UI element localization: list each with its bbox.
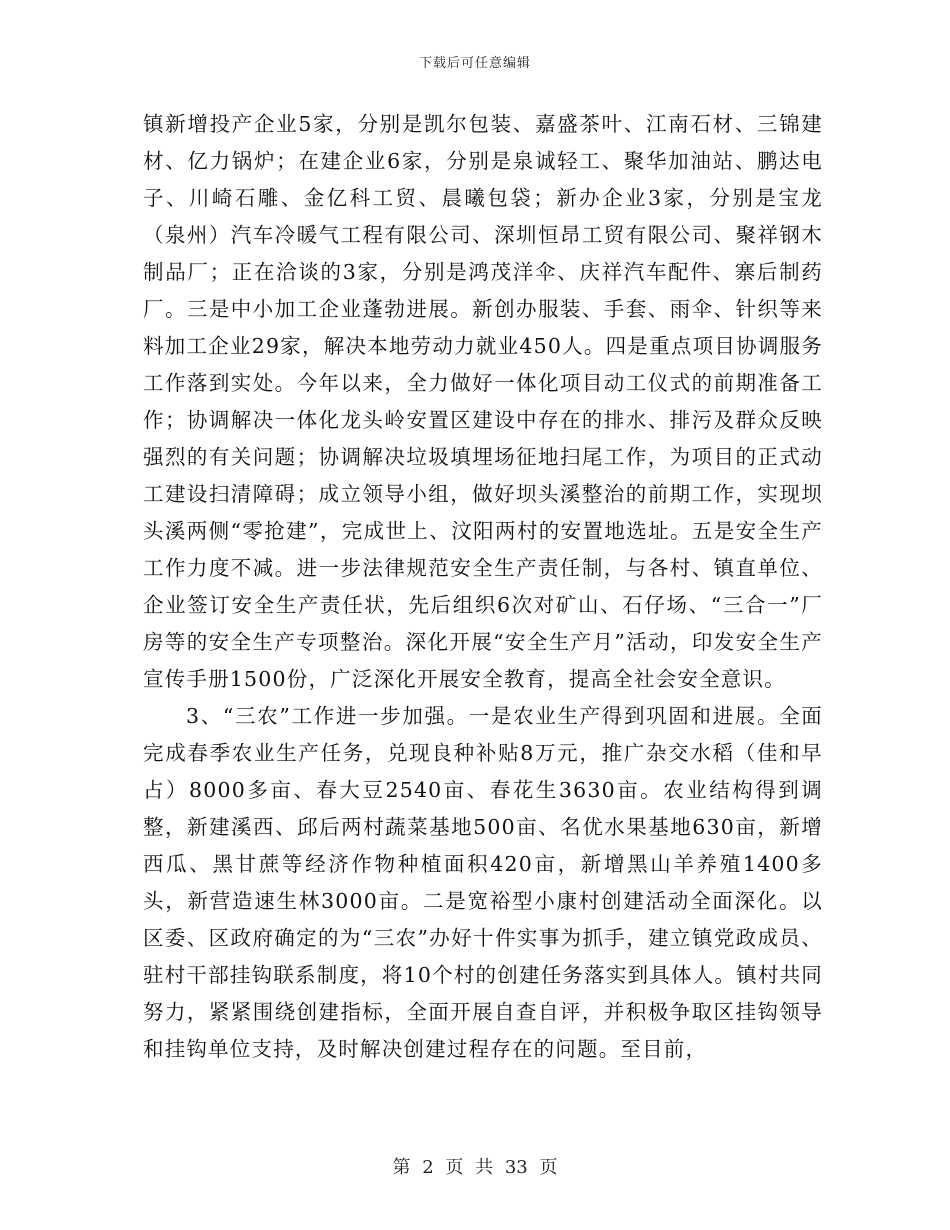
- document-body: [143, 106, 823, 1068]
- paragraph-continuation: 镇新增投产企业5家，分别是凯尔包装、嘉盛茶叶、江南石材、三锦建材、亿力锅炉；在建企业6家，分别是泉诚轻工、聚华加油站、鹏达电子、川崎石雕、金亿科工贸、晨曦包袋；新办企业3家，分别是宝龙（泉州）汽车冷暖气工程有限公司、深圳恒昂工贸有限公司、聚祥钢木制品厂；正在洽谈的3家，分别是鸿茂洋伞、庆祥汽车配件、寨后制药厂。三是中小加工企业蓬勃进展。新创办服装、手套、雨伞、针织等来料加工企业29家，解决本地劳动力就业450人。四是重点项目协调服务工作落到实处。今年以来，全力做好一体化项目动工仪式的前期准备工作；协调解决一体化龙头岭安置区建设中存在的排水、排污及群众反映强烈的有关问题；协调解决垃圾填埋场征地扫尾工作，为项目的正式动工建设扫清障碍；成立领导小组，做好坝头溪整治的前期工作，实现坝头溪两侧“零抢建”，完成世上、汶阳两村的安置地选址。五是安全生产工作力度不减。进一步法律规范安全生产责任制，与各村、镇直单位、企业签订安全生产责任状，先后组织6次对矿山、石仔场、“三合一”厂房等的安全生产专项整治。深化开展“安全生产月”活动，印发安全生产宣传手册1500份，广泛深化开展安全教育，提高全社会安全意识。: [143, 112, 823, 691]
- page-header: 下载后可任意编辑: [418, 56, 531, 71]
- page-number: 第 2 页 共 33 页: [392, 1157, 558, 1178]
- paragraph-sannong: 3、“三农”工作进一步加强。一是农业生产得到巩固和进展。全面完成春季农业生产任务，兑现良种补贴8万元，推广杂交水稻（佳和早占）8000多亩、春大豆2540亩、春花生3630亩。农业结构得到调整，新建溪西、邱后两村蔬菜基地500亩、名优水果基地630亩，新增西瓜、黑甘蔗等经济作物种植面积420亩，新增黑山羊养殖1400多头，新营造速生林3000亩。二是宽裕型小康村创建活动全面深化。以区委、区政府确定的为“三农”办好十件实事为抓手，建立镇党政成员、驻村干部挂钩联系制度，将10个村的创建任务落实到具体人。镇村共同努力，紧紧围绕创建指标，全面开展自查自评，并积极争取区挂钩领导和挂钩单位支持，及时解决创建过程存在的问题。至目前，: [143, 704, 823, 1061]
